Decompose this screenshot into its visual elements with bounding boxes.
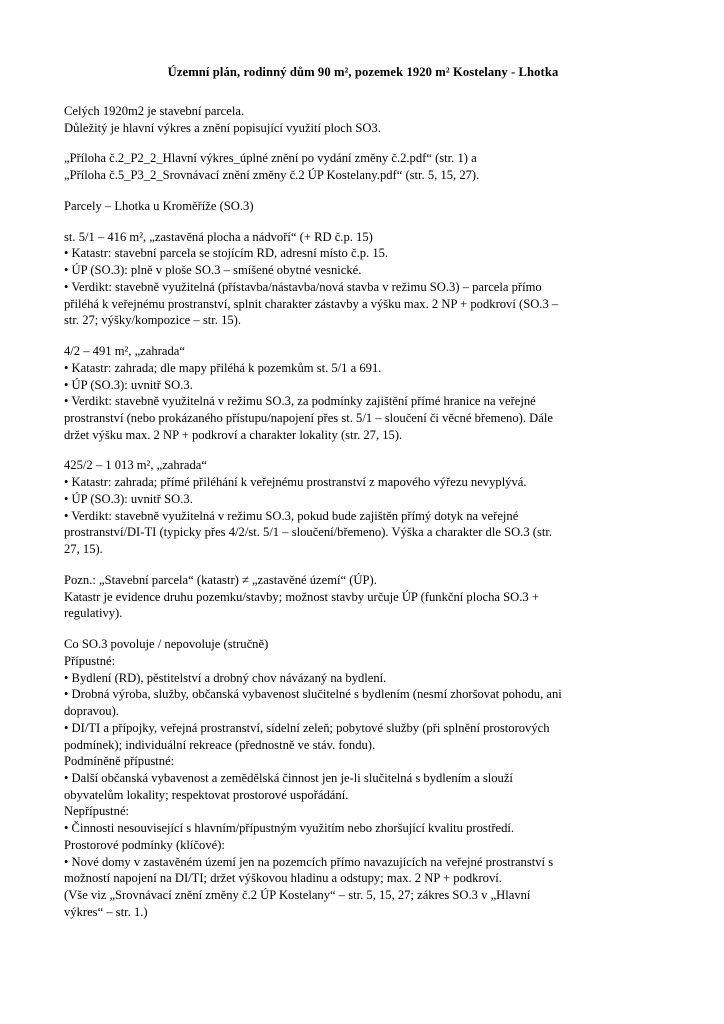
text-line: • Drobná výroba, služby, občanská vybavenost slučitelné s bydlením (nesmí zhoršovat pohodu, ani xyxy=(64,687,562,702)
text-line: Parcely – Lhotka u Kroměříže (SO.3) xyxy=(64,198,254,213)
text-line: Katastr je evidence druhu pozemku/stavby; možnost stavby určuje ÚP (funkční plocha SO.3 + xyxy=(64,589,539,604)
text-line: regulativy). xyxy=(64,606,123,621)
text-line: přiléhá k veřejnému prostranství, splnit charakter zástavby a výšku max. 2 NP + podkroví (SO.3 – xyxy=(64,296,559,311)
text-line: výkres“ – str. 1.) xyxy=(64,904,148,919)
text-line: 425/2 – 1 013 m², „zahrada“ xyxy=(64,458,207,473)
paragraph-block-parcel-425-2 xyxy=(64,457,662,557)
text-line: • ÚP (SO.3): plně v ploše SO.3 – smíšené obytné vesnické. xyxy=(64,263,362,278)
text-line: „Příloha č.2_P2_2_Hlavní výkres_úplné znění po vydání změny č.2.pdf“ (str. 1) a xyxy=(64,151,477,166)
text-line: (Vše viz „Srovnávací znění změny č.2 ÚP Kostelany“ – str. 5, 15, 27; zákres SO.3 v „Hlavní xyxy=(64,888,531,903)
text-line: držet výšku max. 2 NP + podkroví a charakter lokality (str. 27, 15). xyxy=(64,427,403,442)
text-line: prostranství/DI-TI (typicky přes 4/2/st. 5/1 – sloučení/břemeno). Výška a charakter dle SO.3 (str. xyxy=(64,525,553,540)
paragraph-block-note xyxy=(64,572,662,622)
page-title: Územní plán, rodinný dům 90 m², pozemek 1920 m² Kostelany - Lhotka xyxy=(167,65,559,79)
document-body xyxy=(64,103,662,921)
text-line: • Činnosti nesouvisející s hlavním/přípustným využitím nebo zhoršující kvalitu prostředí. xyxy=(64,821,515,836)
text-line: obyvatelům lokality; respektovat prostorové uspořádání. xyxy=(64,787,349,802)
text-line: str. 27; výšky/kompozice – str. 15). xyxy=(64,313,242,328)
text-line: Nepřípustné: xyxy=(64,804,130,819)
text-line: Celých 1920m2 je stavební parcela. xyxy=(64,104,245,118)
paragraph-block-parcel-4-2 xyxy=(64,343,662,443)
text-line: • Verdikt: stavebně využitelná (přístavba/nástavba/nová stavba v režimu SO.3) – parcela přímo xyxy=(64,279,542,294)
text-line: „Příloha č.5_P3_2_Srovnávací znění změny č.2 ÚP Kostelany.pdf“ (str. 5, 15, 27). xyxy=(64,168,480,183)
text-line: 27, 15). xyxy=(64,542,103,557)
text-line: podmínek); individuální rekreace (přednostně ve stáv. fondu). xyxy=(64,737,376,752)
text-line: Důležitý je hlavní výkres a znění popisující využití ploch SO3. xyxy=(64,120,381,135)
paragraph-block-parcels-heading xyxy=(64,198,662,215)
text-line: Prostorové podmínky (klíčové): xyxy=(64,837,225,852)
text-line: • Další občanská vybavenost a zemědělská činnost jen je-li slučitelná s bydlením a slouží xyxy=(64,770,513,785)
text-line: Podmíněně přípustné: xyxy=(64,754,175,769)
text-line: • Verdikt: stavebně využitelná v režimu SO.3, za podmínky zajištění přímé hranice na veřejné xyxy=(64,394,536,409)
paragraph-block-parcel-st-5-1 xyxy=(64,229,662,329)
paragraph-block-sources xyxy=(64,150,662,183)
text-line: • ÚP (SO.3): uvnitř SO.3. xyxy=(64,491,193,506)
text-line: 4/2 – 491 m², „zahrada“ xyxy=(64,344,185,359)
text-line: Přípustné: xyxy=(64,653,116,668)
text-line: • Nové domy v zastavěném území jen na pozemcích přímo navazujících na veřejné prostranství s xyxy=(64,854,554,869)
text-line: • Katastr: zahrada; dle mapy přiléhá k pozemkům st. 5/1 a 691. xyxy=(64,360,382,375)
text-line: • Bydlení (RD), pěstitelství a drobný chov návázaný na bydlení. xyxy=(64,670,387,685)
text-line: • Verdikt: stavebně využitelná v režimu SO.3, pokud bude zajištěn přímý dotyk na veřejné xyxy=(64,508,519,523)
text-line: • DI/TI a přípojky, veřejná prostranství, sídelní zeleň; pobytové služby (při splnění prostorových xyxy=(64,720,550,735)
text-line: • Katastr: stavební parcela se stojícím RD, adresní místo č.p. 15. xyxy=(64,246,389,261)
text-line: Co SO.3 povoluje / nepovoluje (stručně) xyxy=(64,637,269,652)
text-line: dopravou). xyxy=(64,704,119,719)
text-line: • Katastr: zahrada; přímé přiléhání k veřejnému prostranství z mapového výřezu nevyplývá. xyxy=(64,475,527,490)
paragraph-block-so3-rules xyxy=(64,636,662,920)
text-line: st. 5/1 – 416 m², „zastavěná plocha a nádvoří“ (+ RD č.p. 15) xyxy=(64,229,373,244)
paragraph-block-intro xyxy=(64,103,662,136)
text-line: • ÚP (SO.3): uvnitř SO.3. xyxy=(64,377,193,392)
text-line: možností napojení na DI/TI; držet výškovou hladinu a odstupy; max. 2 NP + podkroví. xyxy=(64,871,502,886)
text-line: Pozn.: „Stavební parcela“ (katastr) ≠ „zastavěné území“ (ÚP). xyxy=(64,572,377,587)
text-line: prostranství (nebo prokázaného přístupu/napojení přes st. 5/1 – sloučení či věcné břemeno). Dále xyxy=(64,411,553,426)
